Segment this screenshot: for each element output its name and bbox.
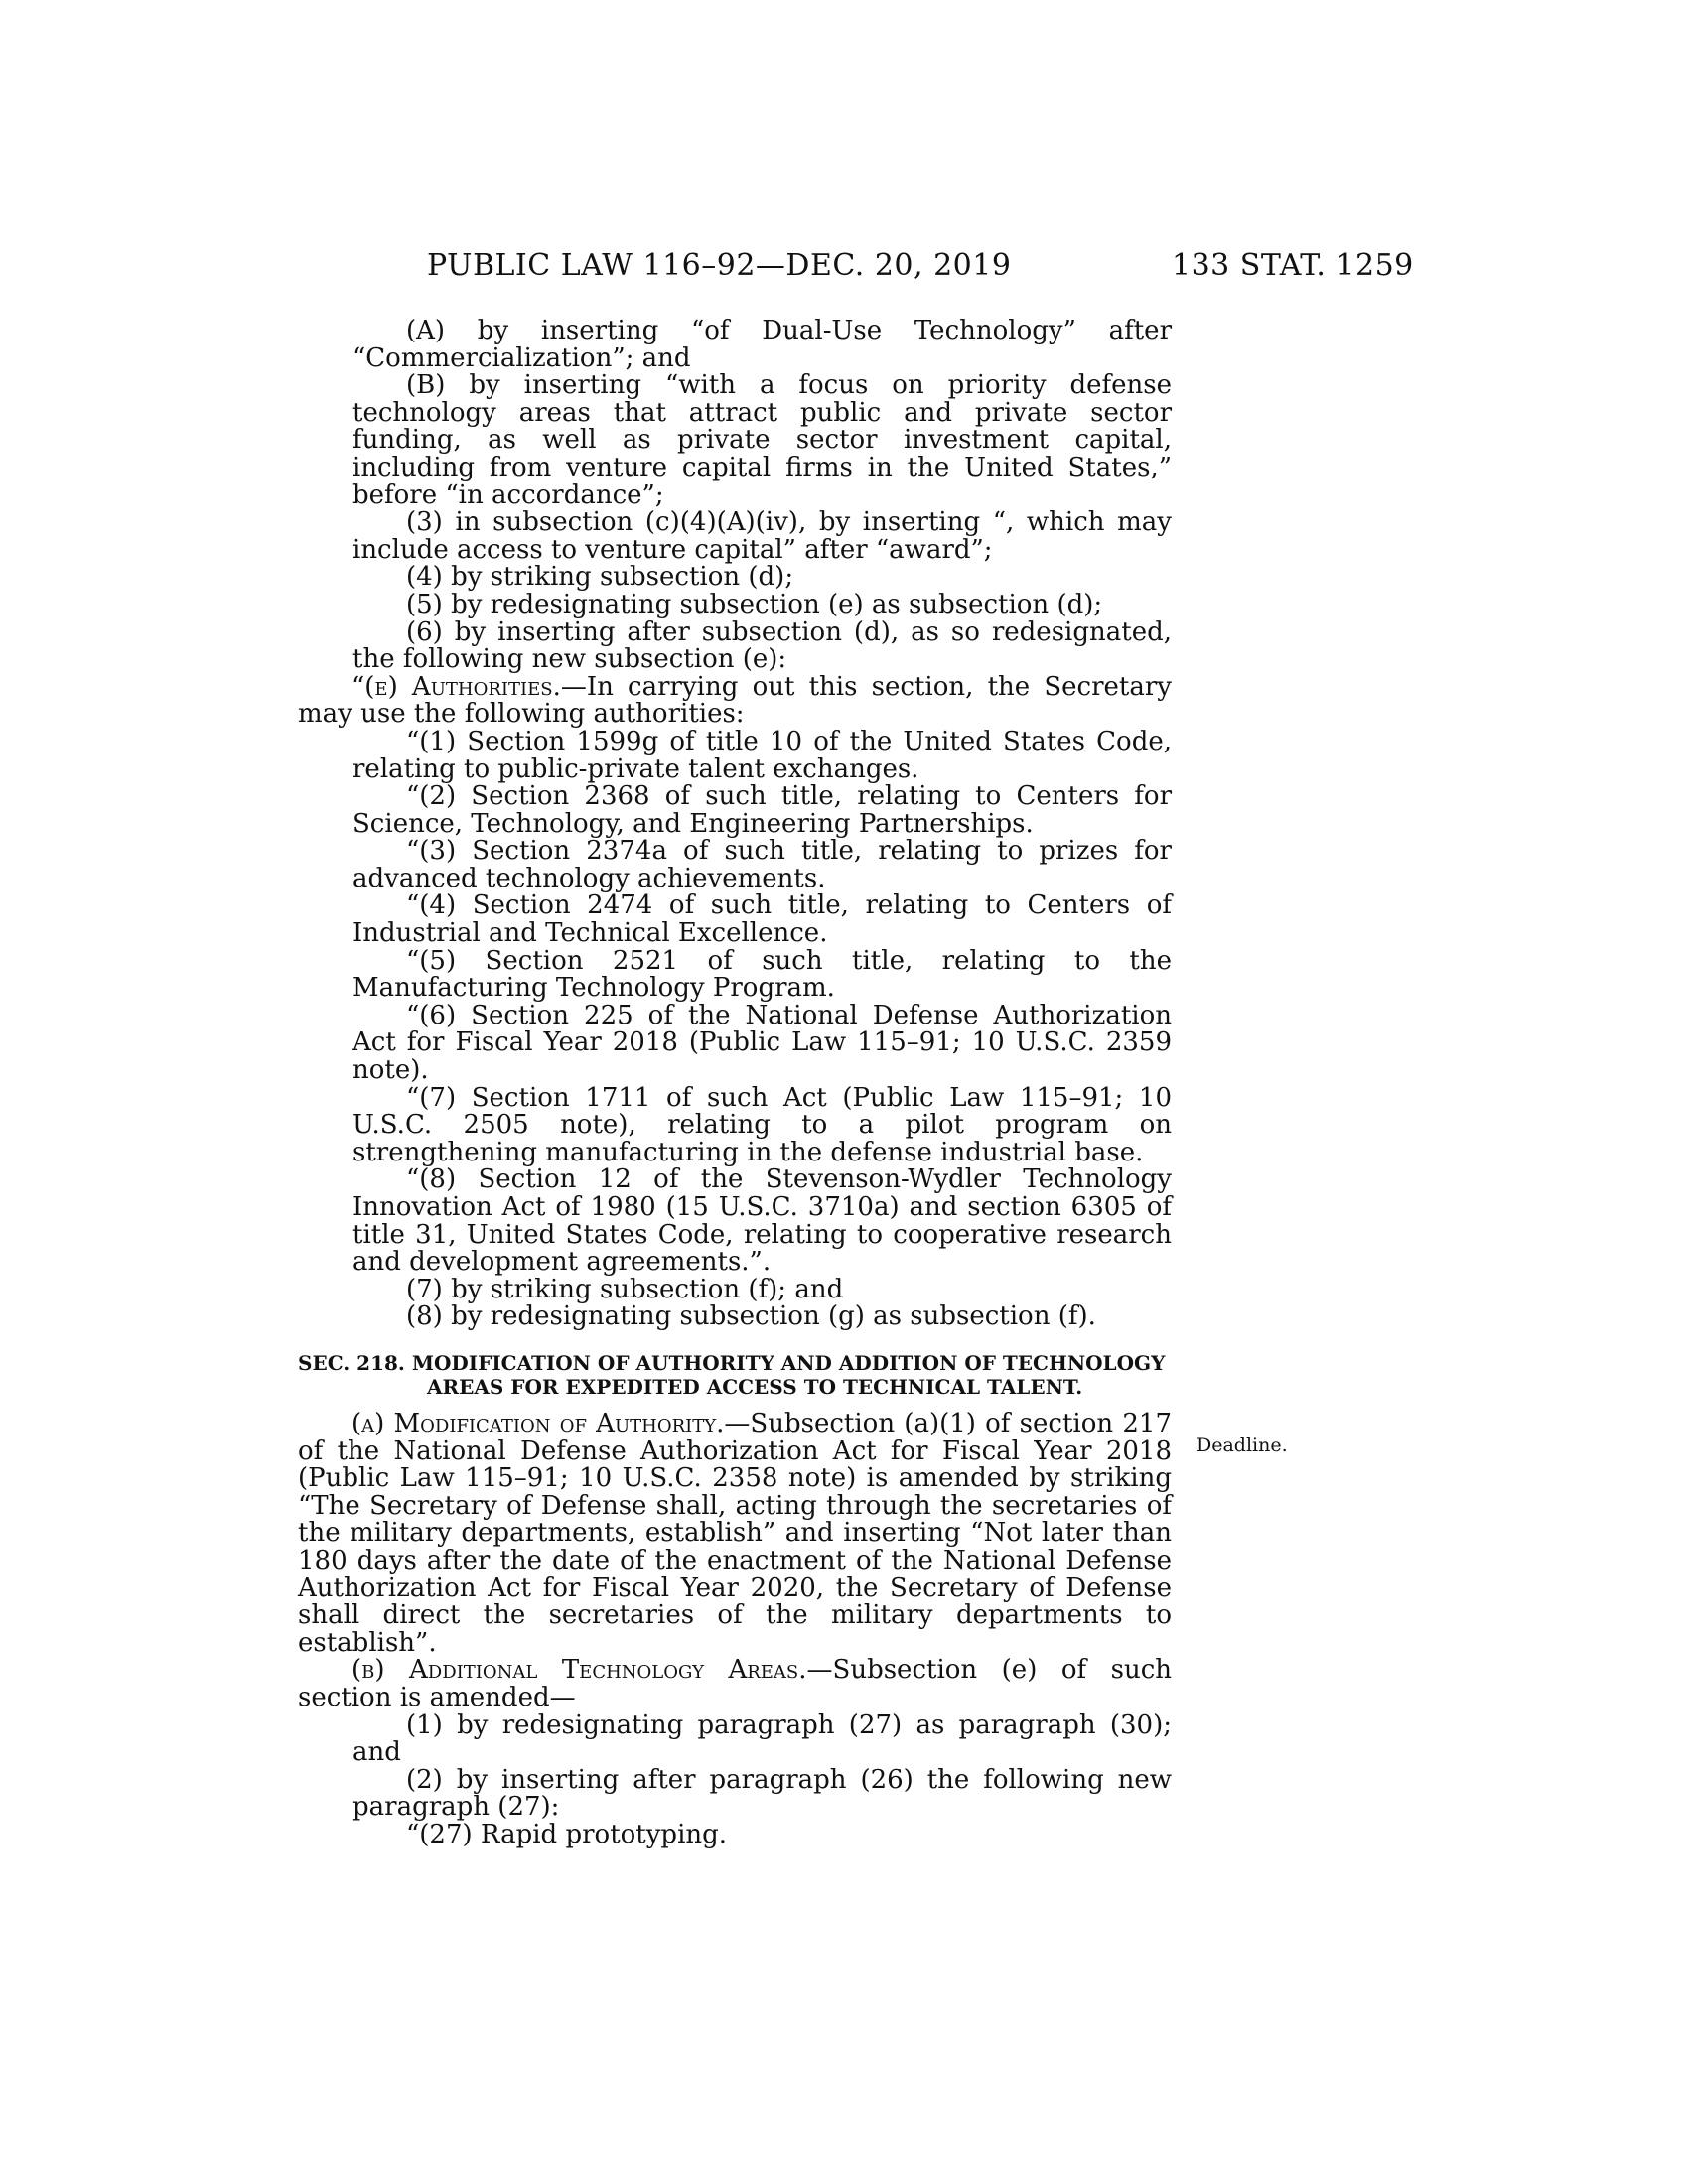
statute-page-number: 133 STAT. 1259 bbox=[1172, 248, 1414, 283]
running-header-title: PUBLIC LAW 116–92—DEC. 20, 2019 bbox=[427, 248, 1012, 283]
paragraph: (6) by inserting after subsection (d), as so redesignated, the following new subsection (e): bbox=[352, 616, 1172, 675]
paragraph: “(8) Section 12 of the Stevenson-Wydler Technology Innovation Act of 1980 (15 U.S.C. 3710a) and section 6305 of title 31, United States Code, relating to cooperative research and development agreements.”. bbox=[352, 1164, 1172, 1278]
paragraph-text: —Subsection (e) of such section is amended— bbox=[298, 1655, 1173, 1712]
paragraph: “(4) Section 2474 of such title, relating to Centers of Industrial and Technical Excellence. bbox=[352, 890, 1172, 949]
paragraph: “(5) Section 2521 of such title, relating to the Manufacturing Technology Program. bbox=[352, 945, 1172, 1004]
paragraph: (8) by redesignating subsection (g) as subsection (f). bbox=[406, 1301, 1096, 1332]
paragraph bbox=[298, 671, 1172, 730]
paragraph: (2) by inserting after paragraph (26) the following new paragraph (27): bbox=[352, 1764, 1172, 1823]
paragraph-text: —Subsection (a)(1) of section 217 of the National Defense Authorization Act for Fiscal Year 2018 (Public Law 115–91; 10 U.S.C. 2358 note) is amended by striking “The Secretary of Defense shall, acting through the secretaries of the military departments, establish” and inserting “Not later than 180 days after the date of the enactment of the National Defense Authorization Act for Fiscal Year 2020, the Secretary of Defense shall direct the secretaries of the military departments to establish”. bbox=[298, 1408, 1172, 1658]
paragraph: “(27) Rapid prototyping. bbox=[406, 1819, 728, 1849]
paragraph-text: —In carrying out this section, the Secretary may use the following authorities: bbox=[298, 671, 1172, 730]
paragraph: “(1) Section 1599g of title 10 of the United States Code, relating to public-private talent exchanges. bbox=[352, 726, 1172, 784]
paragraph: (B) by inserting “with a focus on priority defense technology areas that attract public and private sector funding, as well as private sector investment capital, including from venture capital firms in the United States,” before “in accordance”; bbox=[352, 370, 1172, 510]
paragraph: (4) by striking subsection (d); bbox=[406, 562, 794, 593]
subsection-heading: “(e) Authorities. bbox=[352, 671, 561, 702]
paragraph: (1) by redesignating paragraph (27) as paragraph (30); and bbox=[352, 1709, 1172, 1768]
paragraph: (7) by striking subsection (f); and bbox=[406, 1274, 844, 1304]
paragraph bbox=[298, 1408, 1172, 1658]
paragraph: (A) by inserting “of Dual-Use Technology” after “Commercialization”; and bbox=[352, 316, 1172, 373]
paragraph: (5) by redesignating subsection (e) as subsection (d); bbox=[406, 589, 1103, 619]
paragraph: “(2) Section 2368 of such title, relating to Centers for Science, Technology, and Engineering Partnerships. bbox=[352, 781, 1172, 839]
subsection-heading: (a) Modification of Authority. bbox=[352, 1408, 725, 1438]
section-heading: SEC. 218. MODIFICATION OF AUTHORITY AND ADDITION OF TECHNOLOGY AREAS FOR EXPEDITED ACCESS TO TECHNICAL TALENT. bbox=[298, 1350, 1166, 1399]
subsection-heading: (b) Additional Technology Areas. bbox=[352, 1655, 807, 1686]
paragraph: “(3) Section 2374a of such title, relating to prizes for advanced technology achievements. bbox=[352, 836, 1172, 893]
paragraph: “(6) Section 225 of the National Defense Authorization Act for Fiscal Year 2018 (Public Law 115–91; 10 U.S.C. 2359 note). bbox=[352, 1000, 1172, 1086]
paragraph: “(7) Section 1711 of such Act (Public Law 115–91; 10 U.S.C. 2505 note), relating to a pilot program on strengthening manufacturing in the defense industrial base. bbox=[352, 1082, 1172, 1167]
document-body bbox=[298, 318, 1172, 1848]
margin-note: Deadline. bbox=[1196, 1434, 1288, 1456]
paragraph: (3) in subsection (c)(4)(A)(iv), by inserting “, which may include access to venture capital” after “award”; bbox=[352, 507, 1172, 565]
paragraph bbox=[298, 1657, 1172, 1711]
